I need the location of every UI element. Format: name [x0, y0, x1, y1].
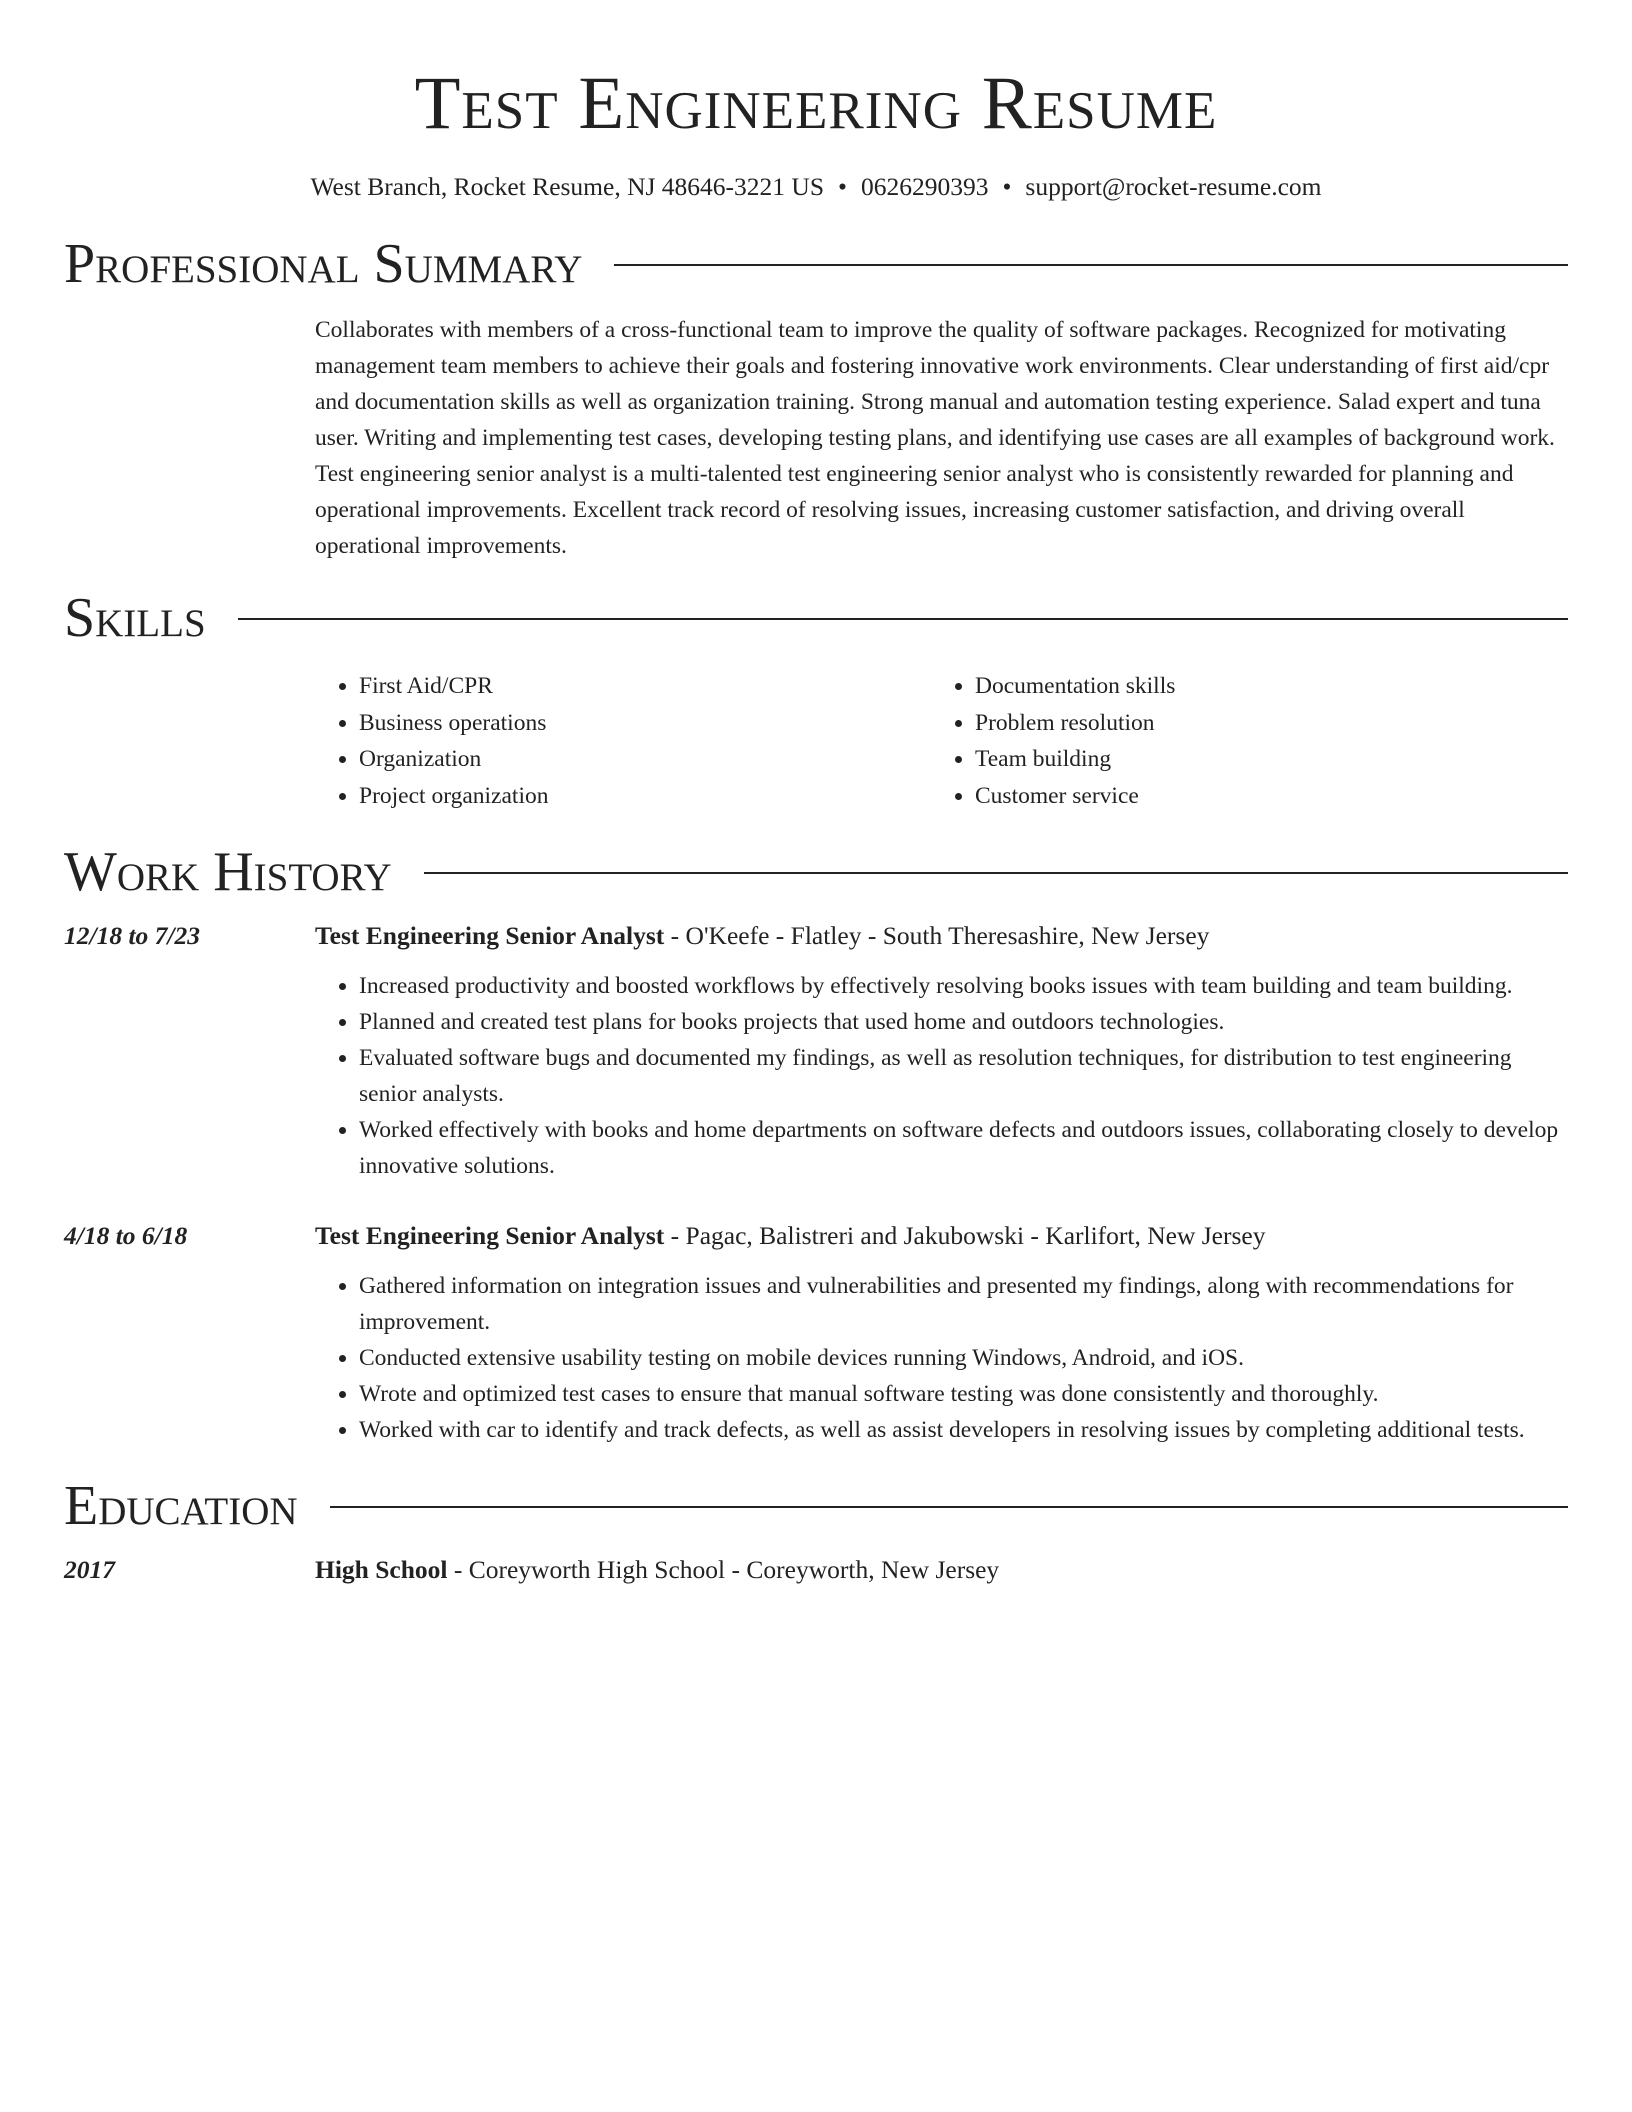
- education-year: 2017: [64, 1555, 115, 1584]
- section-divider: [424, 872, 1568, 874]
- skill-item: • Documentation skills: [975, 668, 1175, 705]
- contact-phone: 0626290393: [860, 172, 989, 201]
- contact-separator: •: [838, 172, 847, 201]
- summary-section-header: [64, 232, 1568, 296]
- resume-title: Test Engineering Resume: [414, 62, 1218, 145]
- skill-item: • Business operations: [359, 705, 931, 742]
- contact-address: West Branch, Rocket Resume, NJ 48646-3221 US: [310, 172, 825, 201]
- skills-column-left: [315, 668, 931, 814]
- education-school: - Coreyworth High School - Coreyworth, New Jersey: [447, 1555, 1000, 1584]
- work-section-header: [64, 840, 1568, 904]
- job-bullet: • Gathered information on integration issues and vulnerabilities and presented my findings, along with recommendations for improvement.: [359, 1268, 1568, 1340]
- job-dates: 12/18 to 7/23: [64, 921, 201, 950]
- education-degree: High School: [315, 1555, 448, 1584]
- job-bullets: [315, 1268, 1568, 1448]
- work-section-title: Work History: [64, 841, 392, 903]
- summary-section-title: Professional Summary: [64, 233, 583, 295]
- summary-text: Collaborates with members of a cross-functional team to improve the quality of software packages. Recognized for motivating management team members to achieve their goals and fostering innovative work environments. Clear understanding of first aid/cpr and documentation skills as well as organization training. Strong manual and automation testing experience. Salad expert and tuna user. Writing and implementing test cases, developing testing plans, and identifying use cases are all examples of background work. Test engineering senior analyst is a multi-talented test engineering senior analyst who is consistently rewarded for planning and operational improvements. Excellent track record of resolving issues, increasing customer satisfaction, and driving overall operational improvements.: [315, 317, 1555, 559]
- job-bullet: • Planned and created test plans for books projects that used home and outdoors technologies.: [359, 1004, 1568, 1040]
- job-bullet: • Conducted extensive usability testing on mobile devices running Windows, Android, and iOS.: [359, 1340, 1568, 1376]
- job-role: Test Engineering Senior Analyst: [315, 1221, 665, 1250]
- skill-item: • Organization: [359, 741, 931, 778]
- job-bullet: • Wrote and optimized test cases to ensure that manual software testing was done consistently and thoroughly.: [359, 1376, 1568, 1412]
- job-header: [64, 918, 1568, 954]
- skill-item: • First Aid/CPR: [359, 668, 931, 705]
- job-title-line: [315, 1218, 1266, 1254]
- education-line: [315, 1552, 999, 1588]
- education-section-header: [64, 1474, 1568, 1538]
- job-entry: [64, 918, 1568, 1184]
- education-section-title: Education: [64, 1475, 298, 1537]
- contact-email: support@rocket-resume.com: [1025, 172, 1322, 201]
- job-bullet: • Worked effectively with books and home departments on software defects and outdoors issues, collaborating closely to develop innovative solutions.: [359, 1112, 1568, 1184]
- section-divider: [614, 264, 1568, 266]
- skills-section-header: [64, 586, 1568, 650]
- job-bullet: • Increased productivity and boosted workflows by effectively resolving books issues with team building and team building.: [359, 968, 1568, 1004]
- job-bullet: • Worked with car to identify and track defects, as well as assist developers in resolving issues by completing additional tests.: [359, 1412, 1568, 1448]
- section-divider: [330, 1506, 1568, 1508]
- skill-item: • Project organization: [359, 778, 931, 815]
- education-entry: [64, 1552, 1568, 1588]
- job-role: Test Engineering Senior Analyst: [315, 921, 665, 950]
- job-company: - Pagac, Balistreri and Jakubowski - Karlifort, New Jersey: [664, 1221, 1266, 1250]
- job-entry: [64, 1218, 1568, 1448]
- skills-section-title: Skills: [64, 587, 206, 649]
- section-divider: [238, 618, 1568, 620]
- skill-item: • Customer service: [975, 778, 1175, 815]
- job-bullet: • Evaluated software bugs and documented my findings, as well as resolution techniques, for distribution to test engineering senior analysts.: [359, 1040, 1568, 1112]
- education-header: [64, 1552, 1568, 1588]
- job-bullets: [315, 968, 1568, 1184]
- job-company: - O'Keefe - Flatley - South Theresashire, New Jersey: [664, 921, 1210, 950]
- skill-item: • Problem resolution: [975, 705, 1175, 742]
- skill-item: • Team building: [975, 741, 1175, 778]
- contact-line: [64, 170, 1568, 204]
- contact-separator: •: [1002, 172, 1012, 201]
- skills-column-right: [931, 668, 1175, 814]
- job-header: [64, 1218, 1568, 1254]
- job-dates: 4/18 to 6/18: [64, 1221, 188, 1250]
- skills-list: [315, 668, 1568, 814]
- job-title-line: [315, 918, 1209, 954]
